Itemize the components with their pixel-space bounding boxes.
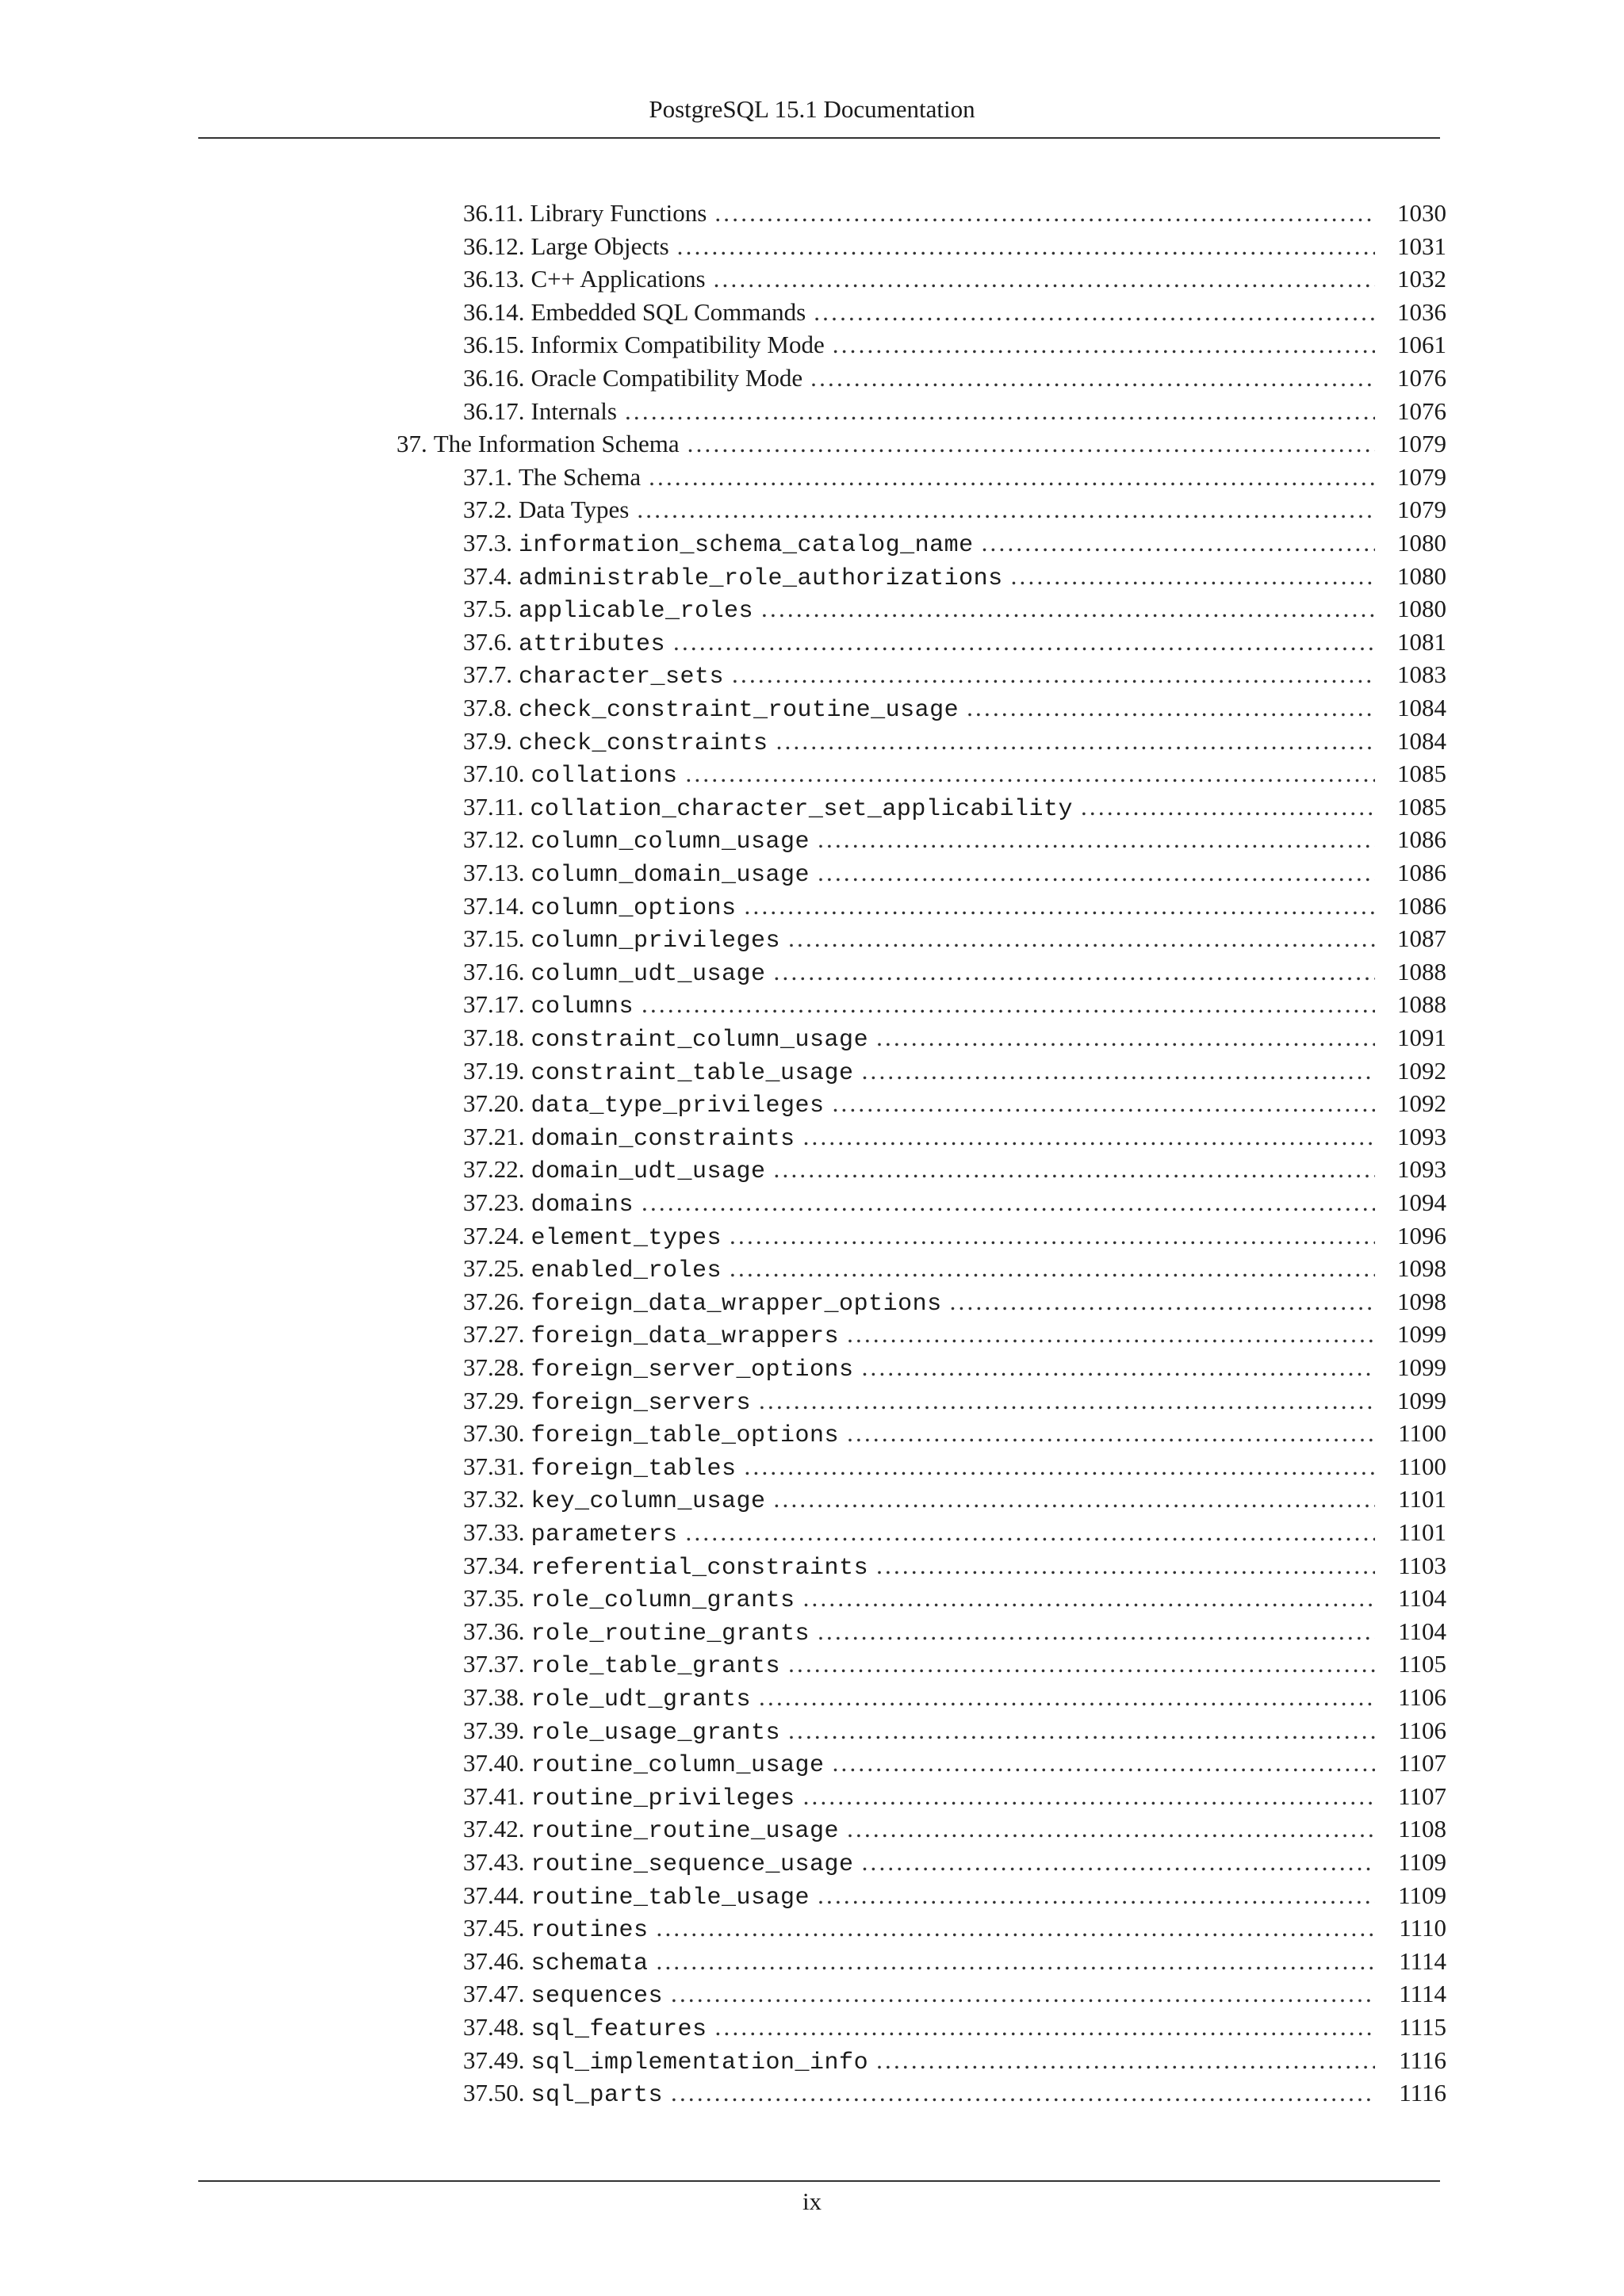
toc-entry-page: 1083 — [1397, 660, 1446, 689]
toc-entry[interactable] — [463, 328, 1446, 362]
toc-entry-page: 1101 — [1398, 1485, 1446, 1513]
toc-entry-number: 37.34. — [463, 1551, 525, 1579]
toc-entry-title: C++ Applications — [530, 265, 706, 293]
toc-entry-page: 1085 — [1397, 792, 1446, 821]
dot-leader — [759, 1384, 1375, 1418]
toc-entry-page: 1106 — [1398, 1716, 1446, 1744]
toc-entry-title: referential_constraints — [530, 1554, 869, 1582]
toc-entry-number: 37.41. — [463, 1781, 525, 1810]
toc-entry-title: role_routine_grants — [530, 1620, 810, 1647]
dot-leader — [1081, 790, 1375, 824]
toc-entry-title: Informix Compatibility Mode — [530, 331, 825, 359]
toc-entry-page: 1080 — [1397, 561, 1446, 590]
toc-entry[interactable] — [463, 1450, 1446, 1483]
toc-entry-title: schemata — [530, 1950, 649, 1977]
toc-entry-title: role_udt_grants — [530, 1686, 752, 1713]
dot-leader — [774, 1153, 1375, 1186]
dot-leader — [833, 1747, 1375, 1780]
toc-entry[interactable] — [463, 1021, 1446, 1054]
toc-entry-number: 36.17. — [463, 396, 525, 425]
toc-entry[interactable] — [463, 1747, 1446, 1780]
toc-entry[interactable] — [463, 1351, 1446, 1384]
toc-entry-title: Large Objects — [530, 232, 669, 260]
toc-entry[interactable] — [463, 262, 1446, 296]
toc-entry-page: 1101 — [1398, 1518, 1446, 1546]
toc-entry-number: 37.16. — [463, 957, 525, 985]
toc-entry[interactable] — [463, 1285, 1446, 1318]
toc-entry-page: 1106 — [1398, 1683, 1446, 1711]
toc-entry-title: foreign_server_options — [530, 1357, 854, 1383]
toc-entry-page: 1076 — [1397, 364, 1446, 392]
toc-entry[interactable] — [463, 1977, 1446, 2011]
toc-entry[interactable] — [463, 2011, 1446, 2044]
dot-leader — [818, 1615, 1375, 1648]
toc-entry[interactable] — [463, 1120, 1446, 1154]
toc-entry-number: 37.2. — [463, 496, 512, 524]
toc-entry[interactable] — [463, 1054, 1446, 1088]
toc-entry-page: 1098 — [1397, 1254, 1446, 1283]
toc-entry-title: collations — [530, 763, 678, 790]
toc-entry[interactable] — [463, 1153, 1446, 1186]
dot-leader — [847, 1812, 1375, 1846]
toc-entry-title: routine_table_usage — [530, 1884, 810, 1911]
dot-leader — [862, 1054, 1375, 1088]
page-header-title: PostgreSQL 15.1 Documentation — [649, 95, 975, 123]
toc-entry[interactable] — [463, 2044, 1446, 2077]
toc-entry-number: 37.49. — [463, 2045, 525, 2074]
toc-entry-title: sql_features — [530, 2016, 707, 2043]
toc-entry-title: parameters — [530, 1521, 678, 1548]
toc-entry-title: routines — [530, 1917, 649, 1945]
toc-entry-number: 37.21. — [463, 1122, 525, 1150]
toc-entry[interactable] — [463, 230, 1446, 263]
toc-entry-number: 36.13. — [463, 265, 525, 293]
toc-entry-page: 1099 — [1397, 1320, 1446, 1349]
toc-entry-page: 1092 — [1397, 1089, 1446, 1118]
toc-entry-number: 37.4. — [463, 561, 512, 590]
toc-entry-number: 37.8. — [463, 694, 512, 721]
toc-entry-number: 37.28. — [463, 1353, 525, 1381]
page-number: ix — [802, 2187, 822, 2215]
dot-leader — [818, 823, 1375, 856]
toc-entry[interactable] — [463, 1681, 1446, 1714]
toc-entry-number: 37.5. — [463, 595, 512, 623]
toc-entry[interactable] — [463, 955, 1446, 989]
dot-leader — [686, 1516, 1375, 1549]
toc-entry-page: 1115 — [1399, 2013, 1446, 2041]
toc-entry[interactable] — [463, 526, 1446, 560]
toc-entry-page: 1093 — [1397, 1122, 1446, 1150]
toc-entry-title: attributes — [519, 630, 666, 658]
dot-leader — [657, 1945, 1375, 1978]
toc-entry-number: 37.46. — [463, 1946, 525, 1975]
dot-leader — [818, 1879, 1375, 1912]
toc-entry[interactable] — [463, 1812, 1446, 1846]
toc-entry-number: 37.45. — [463, 1914, 525, 1942]
toc-entry-page: 1103 — [1398, 1551, 1446, 1579]
toc-entry-number: 37.13. — [463, 859, 525, 886]
toc-entry-page: 1084 — [1397, 726, 1446, 755]
dot-leader — [671, 1977, 1375, 2011]
toc-entry-title: The Schema — [519, 462, 642, 491]
toc-entry-title: applicable_roles — [519, 598, 754, 626]
toc-entry-number: 37.27. — [463, 1320, 525, 1349]
toc-entry-title: check_constraints — [519, 729, 768, 757]
toc-entry-page: 1079 — [1397, 462, 1446, 491]
toc-entry[interactable] — [463, 1252, 1446, 1285]
toc-entry-number: 37.36. — [463, 1617, 525, 1645]
toc-entry-number: 37.48. — [463, 2013, 525, 2041]
toc-entry-page: 1091 — [1397, 1024, 1446, 1051]
toc-entry[interactable] — [396, 427, 1446, 461]
dot-leader — [745, 1450, 1375, 1483]
toc-entry-page: 1086 — [1397, 859, 1446, 886]
toc-entry-page: 1100 — [1398, 1419, 1446, 1448]
toc-entry-number: 36.14. — [463, 297, 525, 326]
toc-entry-page: 1093 — [1397, 1155, 1446, 1184]
toc-entry-page: 1032 — [1397, 265, 1446, 293]
toc-entry-page: 1061 — [1397, 331, 1446, 359]
dot-leader — [967, 691, 1375, 725]
toc-entry-page: 1079 — [1397, 496, 1446, 524]
toc-entry-number: 37.9. — [463, 726, 512, 755]
toc-entry-number: 37.10. — [463, 760, 525, 788]
dot-leader — [862, 1351, 1375, 1384]
dot-leader — [950, 1285, 1375, 1318]
dot-leader — [810, 362, 1375, 395]
toc-entry-title: column_udt_usage — [530, 960, 766, 988]
toc-entry[interactable] — [463, 560, 1446, 593]
toc-entry-page: 1116 — [1399, 2079, 1446, 2107]
toc-entry-title: element_types — [530, 1224, 722, 1252]
toc-entry-number: 37.6. — [463, 627, 512, 656]
toc-entry-page: 1080 — [1397, 529, 1446, 557]
toc-entry-number: 36.15. — [463, 331, 525, 359]
dot-leader — [833, 328, 1375, 362]
toc-entry[interactable] — [463, 1483, 1446, 1516]
toc-entry-number: 37.22. — [463, 1155, 525, 1184]
toc-entry-page: 1104 — [1398, 1584, 1446, 1613]
toc-entry-title: routine_routine_usage — [530, 1818, 840, 1846]
dot-leader — [803, 1120, 1375, 1154]
toc-entry-page: 1088 — [1397, 990, 1446, 1019]
toc-entry-page: 1110 — [1399, 1914, 1446, 1942]
toc-entry-number: 37.32. — [463, 1485, 525, 1513]
toc-entry-page: 1108 — [1398, 1815, 1446, 1843]
toc-entry[interactable] — [463, 1318, 1446, 1351]
dot-leader — [642, 1186, 1375, 1219]
header-rule — [198, 137, 1440, 139]
toc-entry-title: Internals — [530, 396, 617, 425]
toc-entry-title: constraint_column_usage — [530, 1027, 869, 1054]
toc-entry-number: 37.23. — [463, 1188, 525, 1216]
toc-entry-number: 37.20. — [463, 1089, 525, 1118]
toc-entry-number: 37.26. — [463, 1287, 525, 1315]
toc-entry-title: sequences — [530, 1983, 664, 2011]
toc-entry-page: 1092 — [1397, 1056, 1446, 1085]
toc-entry[interactable] — [463, 1615, 1446, 1648]
dot-leader — [862, 1846, 1375, 1879]
toc-entry[interactable] — [463, 757, 1446, 790]
toc-entry-page: 1100 — [1398, 1452, 1446, 1480]
toc-entry-title: columns — [530, 993, 634, 1021]
toc-entry-title: key_column_usage — [530, 1488, 766, 1516]
toc-entry[interactable] — [463, 1911, 1446, 1945]
toc-entry-title: routine_sequence_usage — [530, 1851, 854, 1878]
dot-leader — [788, 1714, 1375, 1747]
toc-entry[interactable] — [463, 1879, 1446, 1912]
toc-entry-number: 37.24. — [463, 1221, 525, 1249]
toc-entry-page: 1079 — [1397, 430, 1446, 458]
toc-entry-number: 37.44. — [463, 1881, 525, 1909]
toc-entry-page: 1085 — [1397, 760, 1446, 788]
toc-entry-number: 36.12. — [463, 232, 525, 260]
toc-entry-page: 1109 — [1398, 1881, 1446, 1909]
dot-leader — [759, 1681, 1375, 1714]
toc-entry-title: sql_implementation_info — [530, 2049, 869, 2076]
toc-entry-page: 1087 — [1397, 924, 1446, 953]
dot-leader — [671, 2076, 1375, 2110]
dot-leader — [732, 658, 1375, 691]
toc-entry[interactable] — [463, 197, 1446, 230]
toc-entry-page: 1081 — [1397, 627, 1446, 656]
toc-entry-number: 37.38. — [463, 1683, 525, 1711]
dot-leader — [673, 626, 1375, 659]
toc-entry[interactable] — [463, 1516, 1446, 1549]
toc-entry-number: 37.11. — [463, 792, 524, 821]
toc-entry-page: 1096 — [1397, 1221, 1446, 1249]
dot-leader — [637, 493, 1375, 526]
dot-leader — [714, 197, 1375, 230]
toc-entry[interactable] — [463, 296, 1446, 329]
toc-entry[interactable] — [463, 395, 1446, 428]
toc-entry-number: 37.43. — [463, 1848, 525, 1876]
toc-entry-number: 37. — [396, 430, 427, 458]
toc-entry-title: domain_constraints — [530, 1125, 795, 1153]
toc-entry[interactable] — [463, 1417, 1446, 1450]
toc-entry-title: role_usage_grants — [530, 1719, 781, 1747]
dot-leader — [625, 395, 1375, 428]
dot-leader — [642, 988, 1375, 1021]
dot-leader — [803, 1780, 1375, 1813]
dot-leader — [745, 890, 1375, 923]
toc-entry[interactable] — [463, 626, 1446, 659]
toc-entry-page: 1084 — [1397, 694, 1446, 721]
dot-leader — [847, 1318, 1375, 1351]
toc-entry-page: 1076 — [1397, 396, 1446, 425]
toc-entry-page: 1094 — [1397, 1188, 1446, 1216]
toc-entry-number: 37.17. — [463, 990, 525, 1019]
toc-entry[interactable] — [463, 1384, 1446, 1418]
dot-leader — [876, 2044, 1375, 2077]
toc-entry-title: role_column_grants — [530, 1587, 795, 1615]
dot-leader — [776, 725, 1375, 758]
toc-entry[interactable] — [463, 2076, 1446, 2110]
toc-entry-page: 1105 — [1398, 1650, 1446, 1678]
toc-entry-number: 37.40. — [463, 1749, 525, 1777]
toc-entry-title: column_privileges — [530, 928, 781, 955]
toc-entry-page: 1109 — [1398, 1848, 1446, 1876]
toc-entry-title: sql_parts — [530, 2082, 664, 2110]
toc-entry[interactable] — [463, 592, 1446, 626]
toc-entry[interactable] — [463, 691, 1446, 725]
toc-entry[interactable] — [463, 658, 1446, 691]
toc-entry-title: Library Functions — [530, 199, 707, 227]
dot-leader — [715, 2011, 1375, 2044]
toc-entry[interactable] — [463, 1945, 1446, 1978]
toc-entry-number: 37.39. — [463, 1716, 525, 1744]
toc-entry-page: 1116 — [1399, 2045, 1446, 2074]
toc-entry-title: Data Types — [519, 496, 630, 524]
toc-entry-page: 1030 — [1397, 199, 1446, 227]
toc-entry-page: 1098 — [1397, 1287, 1446, 1315]
toc-entry-page: 1088 — [1397, 957, 1446, 985]
toc-entry-title: role_table_grants — [530, 1653, 781, 1681]
toc-entry-number: 37.35. — [463, 1584, 525, 1613]
dot-leader — [876, 1021, 1375, 1054]
toc-entry-title: information_schema_catalog_name — [519, 532, 974, 559]
toc-entry-page: 1107 — [1398, 1749, 1446, 1777]
toc-entry-title: foreign_data_wrapper_options — [530, 1290, 942, 1318]
toc-entry-page: 1114 — [1399, 1980, 1446, 2008]
toc-entry-page: 1104 — [1398, 1617, 1446, 1645]
toc-entry-number: 37.33. — [463, 1518, 525, 1546]
dot-leader — [774, 955, 1375, 989]
toc-entry[interactable] — [463, 890, 1446, 923]
toc-entry-page: 1080 — [1397, 595, 1446, 623]
toc-entry-number: 37.7. — [463, 660, 512, 689]
toc-entry-number: 37.25. — [463, 1254, 525, 1283]
toc-entry-number: 37.14. — [463, 891, 525, 920]
toc-entry-number: 37.19. — [463, 1056, 525, 1085]
dot-leader — [677, 230, 1375, 263]
toc-entry-page: 1086 — [1397, 891, 1446, 920]
toc-entry-title: constraint_table_usage — [530, 1059, 854, 1087]
toc-entry-title: check_constraint_routine_usage — [519, 697, 959, 724]
toc-entry[interactable] — [463, 1582, 1446, 1615]
toc-entry-page: 1099 — [1397, 1353, 1446, 1381]
dot-leader — [876, 1549, 1375, 1582]
toc-entry-number: 36.11. — [463, 199, 524, 227]
toc-entry-title: foreign_table_options — [530, 1422, 840, 1450]
toc-entry-title: administrable_role_authorizations — [519, 564, 1003, 592]
dot-leader — [688, 427, 1375, 461]
toc-entry[interactable] — [463, 461, 1446, 494]
toc-entry-title: Embedded SQL Commands — [530, 297, 806, 326]
toc-entry-title: foreign_data_wrappers — [530, 1323, 840, 1351]
toc-entry-number: 37.50. — [463, 2079, 525, 2107]
toc-entry-page: 1031 — [1397, 232, 1446, 260]
dot-leader — [814, 296, 1375, 329]
toc-entry-number: 37.1. — [463, 462, 512, 491]
toc-entry-title: routine_column_usage — [530, 1752, 825, 1780]
toc-entry-title: data_type_privileges — [530, 1093, 825, 1120]
toc-entry-title: character_sets — [519, 664, 725, 691]
toc-entry[interactable] — [463, 725, 1446, 758]
toc-entry-number: 37.18. — [463, 1024, 525, 1051]
toc-entry[interactable] — [463, 823, 1446, 856]
toc-entry-number: 37.3. — [463, 529, 512, 557]
toc-entry-title: foreign_tables — [530, 1455, 737, 1483]
toc-entry[interactable] — [463, 1647, 1446, 1681]
toc-entry-page: 1114 — [1399, 1946, 1446, 1975]
dot-leader — [761, 592, 1375, 626]
toc-entry-title: routine_privileges — [530, 1785, 795, 1812]
toc-entry[interactable] — [463, 1549, 1446, 1582]
dot-leader — [714, 262, 1375, 296]
toc-entry-title: collation_character_set_applicability — [530, 795, 1073, 823]
toc-entry[interactable] — [463, 1087, 1446, 1120]
dot-leader — [649, 461, 1375, 494]
dot-leader — [803, 1582, 1375, 1615]
toc-entry-number: 37.30. — [463, 1419, 525, 1448]
toc-entry-number: 36.16. — [463, 364, 525, 392]
toc-entry-title: foreign_servers — [530, 1389, 752, 1417]
dot-leader — [833, 1087, 1375, 1120]
toc-entry-number: 37.31. — [463, 1452, 525, 1480]
toc-entry-number: 37.12. — [463, 825, 525, 854]
dot-leader — [686, 757, 1375, 790]
toc-entry-page: 1107 — [1398, 1781, 1446, 1810]
dot-leader — [774, 1483, 1375, 1516]
toc-entry-title: The Information Schema — [433, 430, 680, 458]
dot-leader — [1011, 560, 1375, 593]
dot-leader — [730, 1252, 1375, 1285]
toc-entry-title: column_options — [530, 894, 737, 922]
toc-entry[interactable] — [463, 493, 1446, 526]
toc-entry[interactable] — [463, 1846, 1446, 1879]
dot-leader — [730, 1219, 1375, 1253]
toc-entry-title: column_column_usage — [530, 828, 810, 856]
toc-entry[interactable] — [463, 362, 1446, 395]
toc-entry[interactable] — [463, 790, 1446, 824]
toc-entry-number: 37.29. — [463, 1386, 525, 1414]
toc-entry-number: 37.42. — [463, 1815, 525, 1843]
toc-entry[interactable] — [463, 1780, 1446, 1813]
dot-leader — [788, 922, 1375, 955]
toc-entry[interactable] — [463, 856, 1446, 890]
toc-entry-title: domain_udt_usage — [530, 1158, 766, 1186]
toc-entry-title: enabled_roles — [530, 1257, 722, 1285]
toc-entry[interactable] — [463, 922, 1446, 955]
toc-entry-page: 1086 — [1397, 825, 1446, 854]
toc-entry[interactable] — [463, 1714, 1446, 1747]
dot-leader — [847, 1417, 1375, 1450]
toc-entry-page: 1036 — [1397, 297, 1446, 326]
toc-entry-number: 37.15. — [463, 924, 525, 953]
dot-leader — [982, 526, 1375, 560]
toc-entry[interactable] — [463, 988, 1446, 1021]
toc-entry-title: column_domain_usage — [530, 862, 810, 889]
toc-entry-title: domains — [530, 1192, 634, 1219]
toc-entry-title: Oracle Compatibility Mode — [530, 364, 803, 392]
toc-entry-number: 37.37. — [463, 1650, 525, 1678]
toc-entry[interactable] — [463, 1186, 1446, 1219]
toc-entry-number: 37.47. — [463, 1980, 525, 2008]
toc-entry[interactable] — [463, 1219, 1446, 1253]
dot-leader — [657, 1911, 1375, 1945]
footer-rule — [198, 2180, 1440, 2182]
toc-entry-page: 1099 — [1397, 1386, 1446, 1414]
dot-leader — [818, 856, 1375, 890]
dot-leader — [788, 1647, 1375, 1681]
